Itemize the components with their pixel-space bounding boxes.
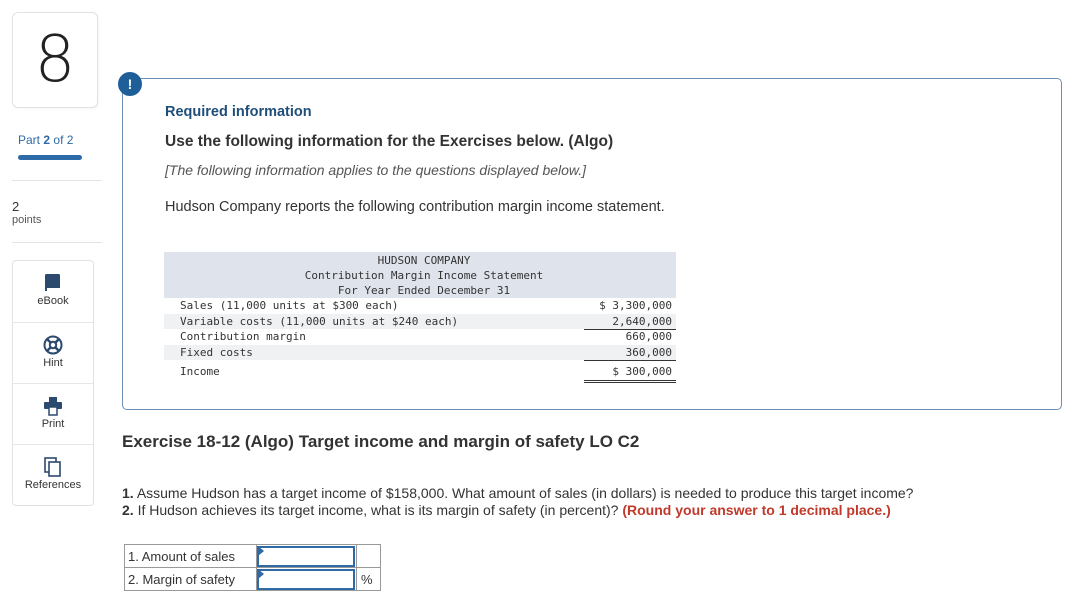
answer-label: 1. Amount of sales [125, 545, 257, 568]
statement-period: For Year Ended December 31 [337, 284, 511, 297]
margin-of-safety-input[interactable] [257, 569, 355, 590]
question-2-number: 2. [122, 502, 134, 518]
statement-row [164, 329, 676, 345]
print-button[interactable] [13, 383, 93, 444]
points-label: points [12, 214, 42, 226]
statement-row [164, 345, 676, 361]
statement-company: HUDSON COMPANY [377, 254, 471, 267]
question-1-text: Assume Hudson has a target income of $158,000. What amount of sales (in dollars) is needed to produce this target income? [136, 485, 914, 501]
part-of: of [53, 133, 64, 147]
answer-cell [257, 545, 357, 568]
hint-button[interactable] [13, 322, 93, 383]
row-value: 360,000 [584, 345, 676, 362]
print-icon [43, 396, 63, 416]
answer-table [124, 544, 381, 591]
answer-row [125, 545, 381, 568]
question-1 [122, 485, 913, 501]
question-2-text: If Hudson achieves its target income, what is its margin of safety (in percent)? [137, 502, 619, 518]
row-label: Variable costs (11,000 units at $240 each) [180, 314, 459, 328]
row-label: Sales (11,000 units at $300 each) [180, 299, 399, 312]
question-2 [122, 502, 891, 518]
instructions-heading: Use the following information for the Exercises below. (Algo) [165, 133, 614, 150]
entry-flag-icon [258, 546, 264, 556]
answer-cell [257, 568, 357, 591]
row-value: 2,640,000 [584, 314, 676, 331]
tool-panel [12, 260, 94, 506]
answer-label: 2. Margin of safety [125, 568, 257, 591]
income-statement [164, 252, 676, 380]
applies-note: [The following information applies to the questions displayed below.] [165, 162, 587, 178]
references-button[interactable] [13, 444, 93, 505]
amount-of-sales-input[interactable] [257, 546, 355, 567]
hint-icon [43, 335, 63, 355]
references-icon [43, 457, 63, 477]
row-value: 660,000 [625, 330, 672, 343]
answer-unit [357, 545, 381, 568]
row-value: $ 300,000 [584, 364, 676, 383]
part-indicator [18, 133, 73, 147]
print-label: Print [41, 418, 65, 430]
ebook-button[interactable] [13, 261, 93, 322]
rounding-instruction: (Round your answer to 1 decimal place.) [622, 502, 891, 518]
row-label: Contribution margin [180, 330, 306, 343]
question-number: 8 [12, 12, 98, 108]
statement-row [164, 364, 676, 380]
statement-header [164, 252, 676, 298]
references-label: References [24, 479, 82, 491]
required-info-heading: Required information [165, 104, 312, 120]
exercise-title: Exercise 18-12 (Algo) Target income and margin of safety LO C2 [122, 432, 640, 451]
points-value: 2 [12, 199, 20, 214]
intro-text: Hudson Company reports the following contribution margin income statement. [165, 199, 665, 215]
part-progress-bar [18, 155, 82, 160]
alert-icon: ! [118, 72, 142, 96]
hint-label: Hint [43, 357, 63, 369]
statement-row [164, 298, 676, 314]
row-label: Income [180, 365, 220, 378]
part-total: 2 [66, 133, 74, 147]
rail-divider [12, 242, 102, 243]
book-icon [44, 273, 62, 293]
question-1-number: 1. [122, 485, 134, 501]
answer-unit: % [357, 568, 381, 591]
entry-flag-icon [258, 569, 264, 579]
row-value: $ 3,300,000 [599, 299, 672, 312]
statement-row [164, 314, 676, 330]
statement-title: Contribution Margin Income Statement [304, 269, 544, 282]
answer-row [125, 568, 381, 591]
part-label: Part [18, 133, 41, 147]
rail-divider [12, 180, 102, 181]
ebook-label: eBook [37, 295, 69, 307]
row-label: Fixed costs [180, 345, 253, 359]
part-current: 2 [43, 133, 51, 147]
